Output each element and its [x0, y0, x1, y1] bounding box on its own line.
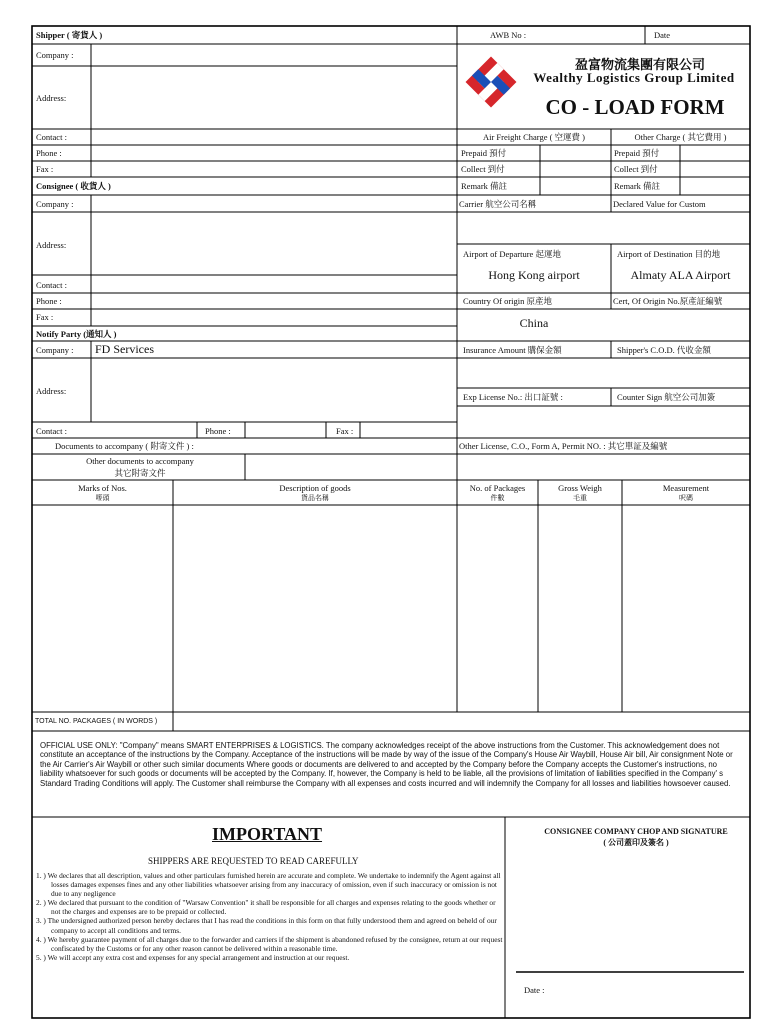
important-title: IMPORTANT — [212, 824, 323, 844]
destination-label: Airport of Destination 目的地 — [617, 249, 721, 259]
other-collect-label: Collect 到付 — [614, 164, 658, 174]
notify-section-label: Notify Party (通知人 ) — [36, 329, 117, 339]
measurement-header: Measurement — [662, 483, 710, 493]
consignee-contact-input[interactable] — [93, 277, 455, 291]
signature-title — [516, 826, 756, 848]
shipper-section-label: Shipper ( 寄貨人 ) — [36, 30, 103, 40]
notify-fax-input[interactable] — [362, 424, 455, 436]
official-use-notice: OFFICIAL USE ONLY: "Company" means SMART ENTERPRISES & LOGISTICS. The company acknowledges receipt of the above instructions from the Customer. This acknowledgement does not constitute an acceptance of the instructions by the Company. Acceptance of the instructions will be made by way of the issue of the Company's House Air Waybill, House Air bill, Air consignment Note or the Air Carrier's Air Waybill or other such similar documents Where goods or documents are delivered to and accepted by the Company before the Company accepts the Customer's instructions, no liability whatsoever for such goods or documents will be accepted by the Company. If, however, the Company is held to be liable, all the provisions of limitation of liabilities specified in the Company' s Standard Trading Conditions will apply. The Customer shall reimburse the Company with all expenses and costs incurred and will indemnify the Company for all losses and liabilities howsoever caused. — [40, 741, 733, 788]
measurement-header-zh: 呎碼 — [679, 494, 693, 502]
gross-weight-header-zh: 毛重 — [573, 494, 587, 502]
consignee-contact-label: Contact : — [36, 280, 67, 290]
air-remark-label: Remark 備註 — [461, 181, 508, 191]
other-remark-input[interactable] — [682, 179, 748, 193]
notify-contact-label: Contact : — [36, 426, 67, 436]
consignee-company-label: Company : — [36, 199, 74, 209]
term-item: 5. ) We will accept any extra cost and expenses for any special arrangement and instruction at our request. — [36, 952, 350, 962]
declared-value-label: Declared Value for Custom — [613, 199, 706, 209]
consignee-phone-input[interactable] — [93, 295, 455, 307]
consignee-phone-label: Phone : — [36, 296, 62, 306]
gross-weight-header: Gross Weigh — [558, 483, 602, 493]
term-item: 4. ) We hereby guarantee payment of all charges due to the forwarder and carriers if the shipment is abandoned refused by the consignee, return at our request confiscated by the Customs or for any other reason cannot be delivered within a reasonable time. — [36, 934, 503, 953]
consignee-fax-label: Fax : — [36, 312, 54, 322]
shipper-phone-input[interactable] — [93, 147, 455, 159]
packages-input[interactable] — [459, 507, 536, 710]
air-prepaid-input[interactable] — [542, 147, 609, 159]
departure-label: Airport of Departure 起運地 — [463, 249, 561, 259]
shipper-address-input[interactable] — [93, 68, 455, 127]
notify-fax-label: Fax : — [336, 426, 354, 436]
consignee-company-input[interactable] — [93, 197, 455, 210]
carrier-label: Carrier 航空公司名稱 — [459, 199, 537, 209]
important-subtitle: SHIPPERS ARE REQUESTED TO READ CAREFULLY — [148, 856, 359, 866]
total-packages-input[interactable] — [175, 714, 748, 729]
consignee-fax-input[interactable] — [93, 311, 455, 324]
air-remark-input[interactable] — [542, 179, 609, 193]
packages-header-zh: 件數 — [490, 494, 505, 502]
company-name-zh: 盈富物流集團有限公司 — [574, 57, 705, 72]
company-logo-icon — [463, 54, 519, 110]
notify-contact-input[interactable] — [93, 424, 195, 436]
other-license-label: Other License, C.O., Form A, Permit NO. : 其它單証及編號 — [459, 441, 668, 451]
shipper-company-input[interactable] — [93, 46, 455, 64]
air-collect-label: Collect 到付 — [461, 164, 505, 174]
awb-label: AWB No : — [490, 30, 527, 40]
other-documents-label-en: Other documents to accompany — [86, 456, 194, 466]
exp-license-input[interactable] — [459, 408, 749, 436]
notify-address-label: Address: — [36, 386, 67, 396]
cert-origin-label: Cert, Of Origin No.原產証編號 — [613, 296, 723, 306]
marks-header-zh: 嘜頭 — [95, 494, 110, 502]
other-prepaid-label: Prepaid 預付 — [614, 148, 660, 158]
notify-phone-input[interactable] — [247, 424, 324, 436]
packages-header: No. of Packages — [469, 483, 526, 493]
signature-chop-area[interactable] — [520, 852, 744, 968]
other-license-input[interactable] — [459, 456, 749, 478]
form-title: CO - LOAD FORM — [545, 95, 725, 119]
gross-weight-input[interactable] — [540, 507, 620, 710]
notify-phone-label: Phone : — [205, 426, 231, 436]
counter-sign-label: Counter Sign 航空公司加簽 — [617, 392, 716, 402]
other-documents-input[interactable] — [247, 456, 455, 478]
marks-header: Marks of Nos. — [78, 483, 127, 493]
awb-input[interactable] — [538, 30, 642, 42]
description-header: Description of goods — [279, 483, 351, 493]
notify-company-label: Company : — [36, 345, 74, 355]
air-freight-charge-label: Air Freight Charge ( 空運費 ) — [482, 132, 586, 142]
notify-address-input[interactable] — [93, 360, 455, 420]
company-name-en: Wealthy Logistics Group Limited — [533, 70, 735, 85]
shipper-contact-label: Contact : — [36, 132, 67, 142]
insurance-label: Insurance Amount 購保金額 — [463, 345, 562, 355]
shipper-phone-label: Phone : — [36, 148, 62, 158]
other-documents-label-zh: 其它附寄文件 — [114, 468, 166, 478]
notify-company-value[interactable]: FD Services — [95, 342, 154, 356]
signature-title-en: CONSIGNEE COMPANY CHOP AND SIGNATURE — [544, 827, 728, 836]
terms-list — [36, 871, 506, 962]
description-header-zh: 貨品名稱 — [301, 494, 329, 502]
origin-value[interactable]: China — [519, 316, 549, 330]
documents-accompany-label: Documents to accompany ( 附寄文件 ) : — [55, 441, 194, 451]
shipper-company-label: Company : — [36, 50, 74, 60]
insurance-input[interactable] — [459, 360, 749, 386]
shipper-address-label: Address: — [36, 93, 67, 103]
marks-input[interactable] — [34, 507, 171, 710]
term-item: 1. ) We declares that all description, values and other particulars furnished herein are accurate and complete. We undertake to indemnify the Agent against all losses damages expenses fines and any other liabilities whatsoever arising from any inaccuracy of omission, even if such inaccuracy or omission is not due to any negligence — [36, 871, 501, 899]
signature-date-input[interactable] — [552, 983, 742, 995]
signature-date-label: Date : — [524, 985, 545, 995]
description-input[interactable] — [175, 507, 455, 710]
documents-accompany-input[interactable] — [247, 440, 455, 452]
cert-origin-input[interactable] — [613, 311, 748, 339]
shipper-fax-label: Fax : — [36, 164, 54, 174]
carrier-input[interactable] — [459, 214, 749, 242]
date-label: Date — [654, 30, 671, 40]
air-collect-input[interactable] — [542, 163, 609, 175]
total-packages-label: TOTAL NO. PACKAGES ( IN WORDS ) — [35, 718, 158, 725]
shipper-fax-input[interactable] — [93, 163, 455, 175]
other-prepaid-input[interactable] — [682, 147, 748, 159]
date-input[interactable] — [680, 30, 746, 42]
other-collect-input[interactable] — [682, 163, 748, 175]
exp-license-label: Exp License No.: 出口証號 : — [463, 392, 563, 402]
measurement-input[interactable] — [624, 507, 748, 710]
cod-label: Shipper's C.O.D. 代收金額 — [617, 345, 711, 355]
consignee-address-label: Address: — [36, 240, 67, 250]
consignee-address-input[interactable] — [93, 214, 455, 273]
consignee-section-label: Consignee ( 收貨人 ) — [36, 181, 111, 191]
destination-value[interactable]: Almaty ALA Airport — [630, 268, 731, 282]
air-prepaid-label: Prepaid 預付 — [461, 148, 507, 158]
departure-value[interactable]: Hong Kong airport — [488, 268, 580, 282]
term-item: 3. ) The undersigned authorized person hereby declares that I has read the conditions in this form on that fully understood them and agreed on beheld of our company to accept all conditions and terms. — [36, 916, 497, 935]
other-charge-label: Other Charge ( 其它費用 ) — [634, 132, 727, 142]
term-item: 2. ) We declared that pursuant to the condition of "Warsaw Convention" it shall be responsible for all charges and expenses relating to the goods whether or not the charges and expenses are to be prepaid or collected. — [36, 898, 496, 917]
shipper-contact-input[interactable] — [93, 131, 455, 143]
other-remark-label: Remark 備註 — [614, 181, 661, 191]
signature-title-zh: ( 公司蓋印及簽名 ) — [603, 838, 669, 847]
origin-label: Country Of origin 原產地 — [463, 296, 553, 306]
